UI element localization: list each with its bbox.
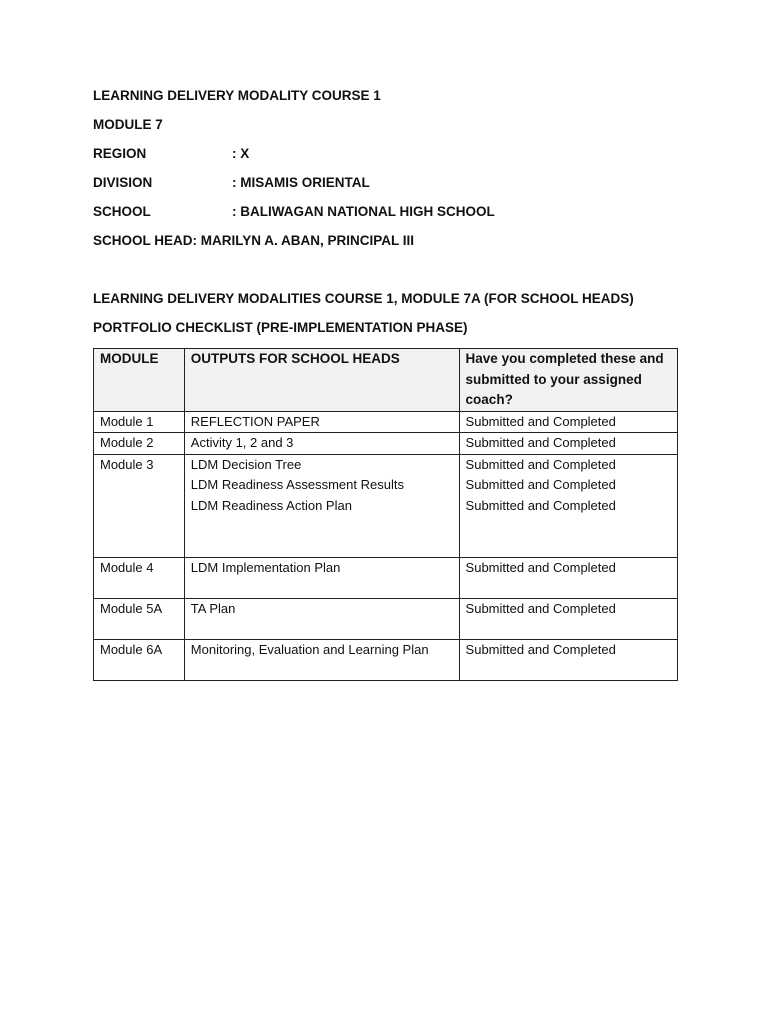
region-label: REGION [93, 146, 147, 161]
outputs-cell [184, 454, 459, 557]
division-line [93, 175, 370, 191]
outputs-cell [184, 639, 459, 680]
table-row [94, 411, 678, 433]
status-item: Submitted and Completed [465, 413, 616, 429]
status-item: Submitted and Completed [465, 477, 616, 492]
outputs-cell [184, 598, 459, 639]
status-item: Submitted and Completed [465, 600, 616, 616]
output-item: LDM Readiness Action Plan [190, 497, 352, 513]
outputs-cell [184, 411, 459, 433]
output-item: Activity 1, 2 and 3 [190, 435, 294, 450]
status-item: Submitted and Completed [465, 559, 616, 575]
module-cell: Module 6A [94, 639, 185, 680]
table-row [94, 639, 678, 680]
section-subtitle: PORTFOLIO CHECKLIST (PRE-IMPLEMENTATION PHASE) [93, 320, 468, 335]
section-title: LEARNING DELIVERY MODALITIES COURSE 1, MODULE 7A (FOR SCHOOL HEADS) [93, 291, 634, 306]
status-item: Submitted and Completed [465, 435, 616, 450]
module-cell: Module 1 [94, 411, 185, 433]
table-row [94, 557, 678, 598]
status-item: Submitted and Completed [465, 456, 616, 472]
output-item: REFLECTION PAPER [190, 413, 320, 429]
region-value: : X [232, 146, 250, 161]
status-cell [459, 598, 677, 639]
division-value: : MISAMIS ORIENTAL [232, 175, 370, 190]
module-cell: Module 3 [94, 454, 185, 557]
status-cell [459, 433, 677, 455]
table-row [94, 433, 678, 455]
header-module: MODULE [94, 349, 185, 412]
outputs-cell [184, 433, 459, 455]
module-number: MODULE 7 [93, 117, 163, 132]
division-label: DIVISION [93, 175, 153, 190]
table-row [94, 454, 678, 557]
course-title: LEARNING DELIVERY MODALITY COURSE 1 [93, 88, 381, 103]
output-item: TA Plan [190, 600, 236, 616]
table-header-row [94, 349, 678, 412]
module-cell: Module 5A [94, 598, 185, 639]
module-cell: Module 4 [94, 557, 185, 598]
header-outputs: OUTPUTS FOR SCHOOL HEADS [184, 349, 459, 412]
status-item: Submitted and Completed [465, 641, 616, 657]
portfolio-checklist-table [93, 348, 678, 681]
output-item: LDM Readiness Assessment Results [190, 477, 404, 492]
school-label: SCHOOL [93, 204, 151, 219]
status-cell [459, 454, 677, 557]
module-cell: Module 2 [94, 433, 185, 455]
school-line [93, 204, 495, 220]
output-item: Monitoring, Evaluation and Learning Plan [190, 641, 429, 657]
status-item: Submitted and Completed [465, 497, 616, 513]
school-head-line: SCHOOL HEAD: MARILYN A. ABAN, PRINCIPAL III [93, 233, 415, 248]
status-cell [459, 411, 677, 433]
school-value: : BALIWAGAN NATIONAL HIGH SCHOOL [232, 204, 495, 219]
output-item: LDM Decision Tree [190, 456, 302, 472]
outputs-cell [184, 557, 459, 598]
status-cell [459, 639, 677, 680]
table-row [94, 598, 678, 639]
status-cell [459, 557, 677, 598]
region-line [93, 146, 249, 162]
output-item: LDM Implementation Plan [190, 559, 341, 575]
header-status: Have you completed these and submitted to your assigned coach? [459, 349, 677, 412]
